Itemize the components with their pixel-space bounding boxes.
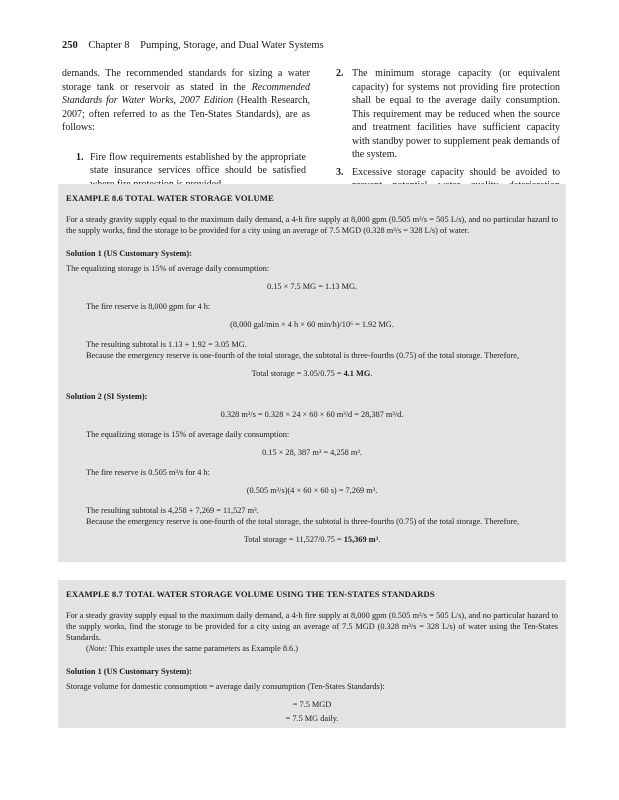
list-number: 3. xyxy=(336,166,344,178)
problem-statement: For a steady gravity supply equal to the maximum daily demand, a 4-h fire supply at 8,000 gpm (0.505 m³/s = 505 L/s), and no particular hazard to the supply works, find the storage to be provided for a city using an average of 7.5 MGD (0.328 m³/s = 328 L/s) of water. xyxy=(66,215,558,235)
note-text: This example uses the same parameters as Example 8.6.) xyxy=(107,644,299,653)
chapter-title: Pumping, Storage, and Dual Water Systems xyxy=(140,40,324,51)
equation: = 7.5 MGD xyxy=(292,700,332,709)
equation: (0.505 m³/s)(4 × 60 × 60 s) = 7,269 m³. xyxy=(246,486,378,495)
solution-text: Because the emergency reserve is one-fourth of the total storage, the subtotal is three-fourths (0.75) of the total storage. Therefore, xyxy=(86,351,520,360)
solution-text: The equalizing storage is 15% of average daily consumption: xyxy=(86,430,290,439)
list-item-2 xyxy=(334,67,560,162)
solution-text: The resulting subtotal is 4,258 + 7,269 = 11,527 m³. xyxy=(86,506,259,515)
page-number: 250 xyxy=(62,40,78,51)
solution-heading: Solution 1 (US Customary System): xyxy=(66,249,192,258)
intro-paragraph: demands. The recommended standards for sizing a water storage tank or reservoir as stated in the Recommended Standards for Water Works, 2007 Edition (Health Research, 2007; often referred to as the Ten-States Standards), are as follows: xyxy=(62,68,310,133)
example-8-6-box xyxy=(58,184,566,562)
equation: Total storage = 3.05/0.75 = 4.1 MG. xyxy=(251,369,373,378)
equation: (8,000 gal/min × 4 h × 60 min/h)/10⁶ = 1.92 MG. xyxy=(230,320,394,329)
equation: Total storage = 11,527/0.75 = 15,369 m³. xyxy=(243,535,381,544)
example-title: EXAMPLE 8.6 TOTAL WATER STORAGE VOLUME xyxy=(66,193,274,203)
example-title: EXAMPLE 8.7 TOTAL WATER STORAGE VOLUME USING THE TEN-STATES STANDARDS xyxy=(66,589,435,599)
solution-heading: Solution 2 (SI System): xyxy=(66,392,148,401)
equation-result: 15,369 m³ xyxy=(343,535,379,544)
list-number: 2. xyxy=(336,68,344,79)
list-text: The minimum storage capacity (or equivalent capacity) for systems not providing fire protection shall be equal to the average daily consumption. This requirement may be reduced when the source and treatment facilities have sufficient capacity with standby power to supplement peak demands of the system. xyxy=(352,68,561,160)
equation: 0.15 × 28, 387 m³ = 4,258 m³. xyxy=(262,448,362,457)
solution-text: The equalizing storage is 15% of average daily consumption: xyxy=(66,264,270,273)
equation-text: Total storage = 11,527/0.75 = xyxy=(243,535,344,544)
solution-text: The fire reserve is 0.505 m³/s for 4 h: xyxy=(86,468,210,477)
equation: 0.328 m³/s = 0.328 × 24 × 60 × 60 m³/d = 28,387 m³/d. xyxy=(220,410,404,419)
solution-text: Because the emergency reserve is one-fourth of the total storage, the subtotal is three-fourths (0.75) of the total storage. Therefore, xyxy=(86,517,520,526)
list-number: 1. xyxy=(76,151,84,163)
equation: = 7.5 MG daily. xyxy=(285,714,339,723)
solution-text: The resulting subtotal is 1.13 + 1.92 = 3.05 MG. xyxy=(86,340,247,349)
example-8-7-box xyxy=(58,580,566,728)
list-text: Excessive storage capacity should be avoided to xyxy=(352,166,560,178)
equation: 0.15 × 7.5 MG = 1.13 MG. xyxy=(266,282,358,291)
list-text: Fire flow requirements established by the appropriate state insurance services office should be satisfied xyxy=(90,151,306,176)
equation-text: Total storage = 3.05/0.75 = xyxy=(251,369,344,378)
chapter-label: Chapter 8 xyxy=(88,40,130,51)
problem-statement: For a steady gravity supply equal to the maximum daily demand, a 4-h fire supply at 8,000 gpm (0.505 m³/s = 505 L/s), and no particular hazard to the supply works, find the storage to be provided for a city using an average of 7.5 MGD (0.328 m³/s = 328 L/s) of water using the Ten-States Standards. xyxy=(66,611,558,642)
solution-text: Storage volume for domestic consumption = average daily consumption (Ten-States Standards): xyxy=(66,682,385,691)
note-label: Note: xyxy=(88,644,108,653)
solution-heading: Solution 1 (US Customary System): xyxy=(66,667,192,676)
left-column xyxy=(62,67,310,191)
running-header xyxy=(62,40,324,51)
solution-text: The fire reserve is 8,000 gpm for 4 h: xyxy=(86,302,211,311)
note: (Note: This example uses the same parameters as Example 8.6.) xyxy=(86,644,299,653)
equation-result: 4.1 MG xyxy=(343,369,371,378)
